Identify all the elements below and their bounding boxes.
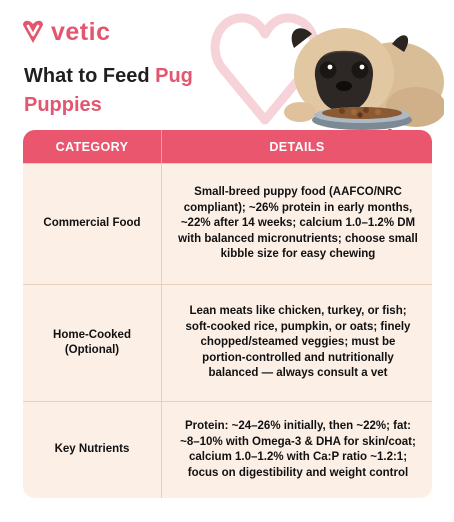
table-row <box>23 401 432 498</box>
column-header-details: DETAILS <box>161 130 432 163</box>
feeding-table <box>23 130 432 498</box>
row-category: Commercial Food <box>43 217 141 230</box>
brand-name: vetic <box>51 18 111 46</box>
pug-puppy-eating-image <box>266 12 444 138</box>
row-details: Lean meats like chicken, turkey, or fish; soft-cooked rice, pumpkin, or oats; finely chopped/steamed veggies; must be portion-controlled and nutritionally balanced — always consult a vet <box>161 285 432 401</box>
column-header-category: CATEGORY <box>55 139 129 154</box>
table-row <box>23 284 432 401</box>
row-details: Protein: ~24–26% initially, then ~22%; fat: ~8–10% with Omega-3 & DHA for skin/coat; calcium 1.0–1.2% with Ca:P ratio ~1.2:1; focus on digestibility and weight control <box>161 402 432 498</box>
title-accent: Pug <box>155 65 193 87</box>
row-category: Key Nutrients <box>54 443 130 456</box>
title-prefix: What to Feed <box>24 65 156 87</box>
row-category: Home-Cooked (Optional) <box>53 328 131 356</box>
page-title <box>24 62 234 120</box>
brand-logo <box>20 18 110 46</box>
row-details: Small-breed puppy food (AAFCO/NRC compliant); ~26% protein in early months, ~22% after 14 weeks; calcium 1.0–1.2% DM with balanced micronutrients; choose small kibble size for easy chewing <box>161 164 432 284</box>
table-row <box>23 163 432 284</box>
title-line2: Puppies <box>24 94 102 116</box>
heart-v-icon <box>20 18 46 46</box>
table-header <box>23 130 432 163</box>
